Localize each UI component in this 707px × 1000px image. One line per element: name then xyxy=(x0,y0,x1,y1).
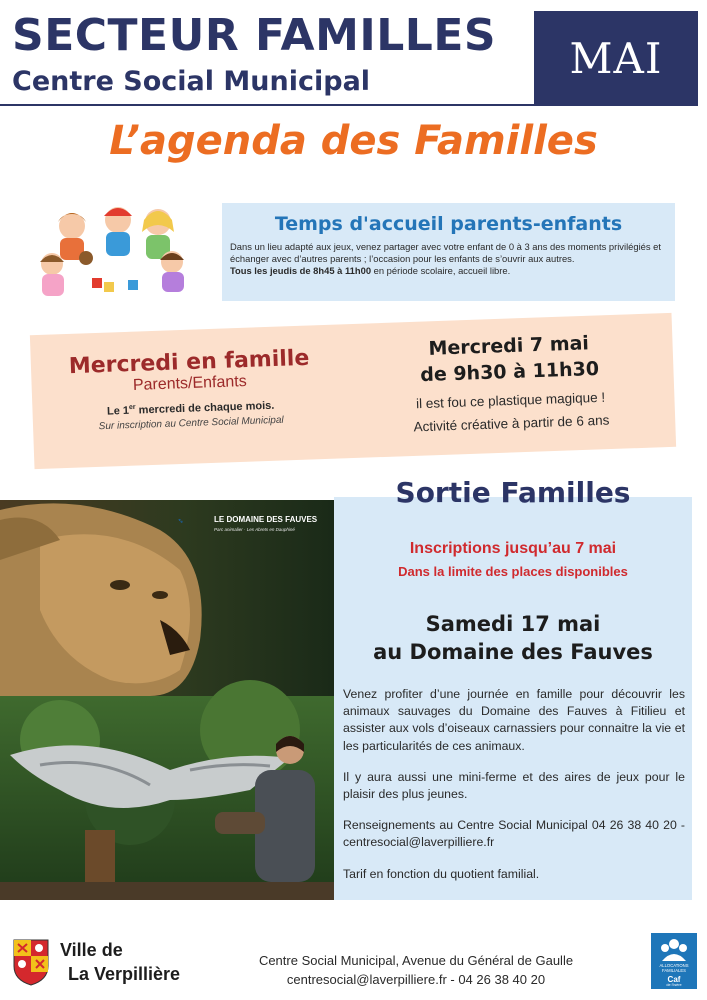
ville-name-line1: Ville de xyxy=(60,940,123,960)
accueil-title: Temps d'accueil parents-enfants xyxy=(274,213,623,235)
caf-line1: ALLOCATIONS FAMILIALES xyxy=(659,963,689,973)
fauves-logo-mark: 🐾 xyxy=(178,518,183,523)
caf-logo xyxy=(651,933,697,989)
mercredi-date: Mercredi 7 mai xyxy=(428,332,590,360)
header-divider xyxy=(0,104,534,106)
mercredi-right-column xyxy=(358,329,661,437)
mercredi-activity: il est fou ce plastique magique ! xyxy=(415,389,606,412)
ville-name-line2: La Verpillière xyxy=(68,964,181,984)
month-label: MAI xyxy=(569,34,663,83)
mercredi-inscription: Sur inscription au Centre Social Municipal xyxy=(98,414,284,432)
mercredi-hours: de 9h30 à 11h30 xyxy=(419,357,600,386)
header-title: SECTEUR FAMILLES xyxy=(12,10,497,61)
accueil-parents-enfants-box xyxy=(222,203,675,301)
sortie-tarif: Tarif en fonction du quotient familial. xyxy=(343,866,540,881)
sortie-place: au Domaine des Fauves xyxy=(373,640,653,664)
mercredi-left-column xyxy=(39,345,342,434)
fauves-logo-title: LE DOMAINE DES FAUVES xyxy=(214,515,318,524)
agenda-title: L’agenda des Familles xyxy=(109,118,598,164)
accueil-schedule: Tous les jeudis de 8h45 à 11h00 xyxy=(230,265,372,277)
ville-crest-icon xyxy=(12,938,50,986)
sortie-paragraph: Il y aura aussi une mini-ferme et des aires de jeux pour le plaisir des plus jeunes. xyxy=(343,769,685,802)
domaine-des-fauves-photos xyxy=(0,500,334,900)
sortie-description xyxy=(343,686,685,897)
mercredi-title: Mercredi en famille xyxy=(68,345,310,380)
sortie-date: Samedi 17 mai xyxy=(425,612,601,636)
sortie-title: Sortie Familles xyxy=(395,476,631,509)
mercredi-subtitle: Parents/Enfants xyxy=(132,373,247,394)
footer-address: Centre Social Municipal, Avenue du Général de Gaulle xyxy=(258,953,574,968)
caf-line3: de l'Isère xyxy=(666,983,682,987)
caf-line2: Caf xyxy=(667,975,681,984)
sortie-paragraph: Venez profiter d’une journée en famille pour découvrir les animaux sauvages du Domaine des Fauves à Fitilieu et assister aux vols d’oiseaux carnassiers pour connaitre la vie et les particularités de ces animaux. xyxy=(343,687,685,753)
footer-contact: centresocial@laverpilliere.fr - 04 26 38 40 20 xyxy=(286,972,546,987)
mercredi-frequency: Le 1er mercredi de chaque mois. xyxy=(106,399,275,418)
children-playing-illustration xyxy=(30,198,200,310)
sortie-inscriptions: Inscriptions jusqu’au 7 mai xyxy=(409,540,617,557)
fauves-logo-subtitle: Parc animalier · Les Abrets en Dauphiné xyxy=(214,527,295,532)
mercredi-activity-detail: Activité créative à partir de 6 ans xyxy=(413,412,610,435)
sortie-contact: Renseignements au Centre Social Municipal 04 26 38 40 20 - centresocial@laverpilliere.fr xyxy=(343,818,685,850)
sortie-limit: Dans la limite des places disponibles xyxy=(398,564,628,579)
header-subtitle: Centre Social Municipal xyxy=(12,66,371,97)
caf-family-icon xyxy=(659,937,689,963)
accueil-text: Dans un lieu adapté aux jeux, venez partager avec votre enfant de 0 à 3 ans des moments privilégiés et échanger avec d’autres parents ; l’occasion pour les enfants de s’ouvrir aux autres. Tous les jeudis de 8h45 à 11h00 en période scolaire, accueil libre. xyxy=(230,241,661,277)
accueil-schedule-rest: en période scolaire, accueil libre. xyxy=(371,265,511,277)
month-badge xyxy=(534,11,698,106)
